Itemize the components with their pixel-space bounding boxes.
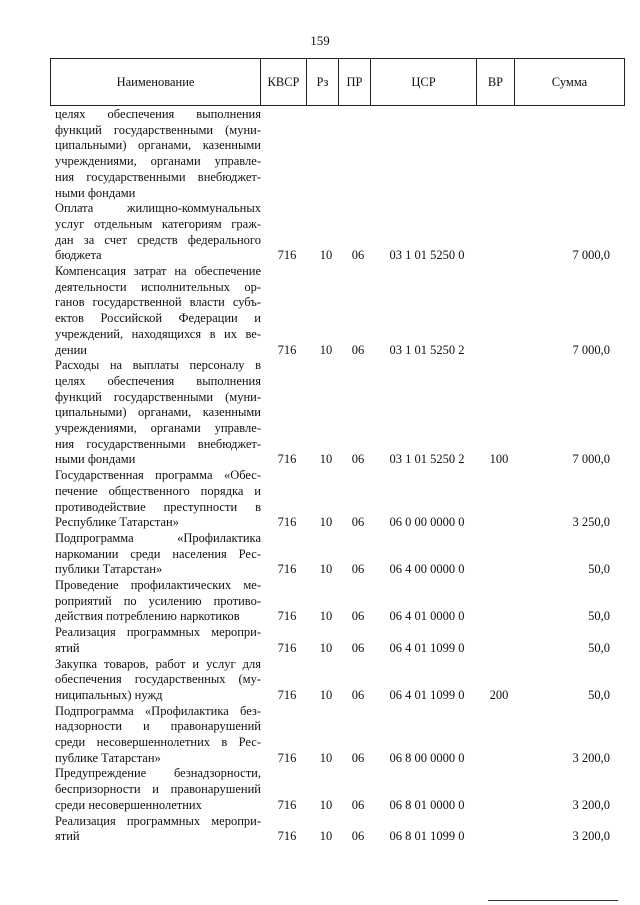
cell-pr: 06	[351, 687, 365, 702]
row-name	[55, 468, 261, 531]
table-row	[0, 358, 640, 468]
cell-csr: 03 1 01 5250 2	[389, 342, 465, 357]
cell-kvsr: 716	[277, 829, 297, 844]
row-name-line: среди несовершеннолетних в Рес-	[55, 735, 261, 749]
cell-csr: 06 8 01 0000 0	[389, 797, 465, 812]
cell-rz: 10	[319, 515, 333, 530]
table-row	[0, 625, 640, 656]
cell-pr: 06	[351, 640, 365, 655]
row-name-line: ными фондами	[55, 185, 136, 200]
cell-kvsr: 716	[277, 609, 297, 624]
cell-kvsr: 716	[277, 640, 297, 655]
row-name-line: наркомании среди населения Рес-	[55, 546, 261, 561]
cell-kvsr: 716	[277, 452, 297, 467]
table-row	[0, 531, 640, 578]
cell-csr: 06 8 00 0000 0	[389, 750, 465, 765]
cell-csr: 03 1 01 5250 0	[389, 248, 465, 263]
table-row	[0, 107, 640, 201]
table-header	[50, 58, 625, 106]
cell-sum: 3 200,0	[572, 797, 610, 812]
cell-csr: 06 4 01 1099 0	[389, 640, 465, 655]
row-name-line: действия потреблению наркотиков	[55, 609, 240, 624]
cell-sum: 3 200,0	[572, 829, 610, 844]
cell-pr: 06	[351, 750, 365, 765]
row-name	[55, 657, 261, 704]
row-name-line: Предупреждение безнадзорности,	[55, 766, 261, 781]
table-row	[0, 201, 640, 264]
table-row	[0, 264, 640, 358]
cell-vr: 200	[489, 687, 509, 702]
row-name-line: печение общественного порядка и	[55, 483, 261, 498]
row-name	[55, 814, 261, 845]
cell-sum: 3 200,0	[572, 750, 610, 765]
row-name-line: бюджета	[55, 248, 102, 263]
row-name-line: ными фондами	[55, 452, 136, 467]
row-name-line: Оплата жилищно-коммунальных	[55, 201, 261, 216]
row-name-line: учреждениями, органами управле-	[55, 154, 261, 169]
cell-rz: 10	[319, 797, 333, 812]
cell-sum: 7 000,0	[572, 452, 610, 467]
row-name-line: ципальными) органами, казенными	[55, 138, 261, 153]
row-name-line: дении	[55, 342, 87, 357]
table-row	[0, 468, 640, 531]
row-name-line: беспризорности и правонарушений	[55, 782, 261, 797]
cell-rz: 10	[319, 640, 333, 655]
page-number: 159	[310, 33, 330, 48]
header-pr: ПР	[339, 59, 371, 106]
cell-sum: 3 250,0	[572, 515, 610, 530]
cell-vr: 100	[489, 452, 509, 467]
cell-kvsr: 716	[277, 342, 297, 357]
header-vr: ВР	[477, 59, 515, 106]
header-name: Наименование	[51, 59, 261, 106]
row-name	[55, 578, 261, 625]
cell-csr: 06 4 01 0000 0	[389, 609, 465, 624]
row-name-line: противодействие преступности в	[55, 499, 261, 514]
table-row	[0, 704, 640, 767]
row-name-line: ганов государственной власти субъ-	[55, 295, 261, 310]
row-name-line: целях обеспечения выполнения	[55, 373, 261, 388]
cell-kvsr: 716	[277, 562, 297, 577]
row-name	[55, 625, 261, 656]
cell-csr: 06 4 01 1099 0	[389, 687, 465, 702]
row-name-line: целях обеспечения выполнения	[55, 107, 261, 121]
cell-rz: 10	[319, 342, 333, 357]
cell-rz: 10	[319, 750, 333, 765]
cell-sum: 50,0	[588, 562, 610, 577]
header-kvsr: КВСР	[261, 59, 307, 106]
cell-rz: 10	[319, 248, 333, 263]
row-name	[55, 531, 261, 578]
row-name-line: Расходы на выплаты персоналу в	[55, 358, 261, 373]
cell-rz: 10	[319, 609, 333, 624]
row-name	[55, 201, 261, 264]
header-csr: ЦСР	[371, 59, 477, 106]
cell-csr: 06 4 00 0000 0	[389, 562, 465, 577]
row-name-line: среди несовершеннолетних	[55, 797, 202, 812]
row-name-line: публике Татарстан»	[55, 750, 161, 765]
cell-sum: 50,0	[588, 687, 610, 702]
table-row	[0, 814, 640, 845]
row-name-line: Подпрограмма «Профилактика без-	[55, 703, 261, 718]
row-name-line: учреждений, находящихся в их ве-	[55, 326, 261, 341]
cell-sum: 7 000,0	[572, 248, 610, 263]
row-name-line: функций государственными (муни-	[55, 122, 261, 137]
row-name-line: обеспечения государственных (му-	[55, 672, 261, 687]
cell-pr: 06	[351, 248, 365, 263]
cell-kvsr: 716	[277, 687, 297, 702]
row-name-line: Закупка товаров, работ и услуг для	[55, 656, 261, 671]
row-name	[55, 264, 261, 358]
footer-rule	[488, 900, 618, 901]
row-name-line: деятельности исполнительных ор-	[55, 279, 261, 294]
row-name-line: Республике Татарстан»	[55, 515, 179, 530]
cell-pr: 06	[351, 342, 365, 357]
row-name	[55, 107, 261, 201]
row-name-line: ятий	[55, 829, 80, 844]
row-name-line: услуг отдельным категориям граж-	[55, 216, 261, 231]
row-name-line: Проведение профилактических ме-	[55, 578, 261, 592]
cell-pr: 06	[351, 609, 365, 624]
cell-pr: 06	[351, 452, 365, 467]
table-row	[0, 578, 640, 625]
row-name-line: Подпрограмма «Профилактика	[55, 530, 261, 545]
row-name	[55, 358, 261, 468]
row-name-line: Реализация программных меропри-	[55, 813, 261, 828]
cell-pr: 06	[351, 562, 365, 577]
row-name-line: публики Татарстан»	[55, 562, 163, 577]
row-name	[55, 766, 261, 813]
cell-kvsr: 716	[277, 515, 297, 530]
row-name	[55, 704, 261, 767]
cell-kvsr: 716	[277, 750, 297, 765]
cell-rz: 10	[319, 829, 333, 844]
cell-kvsr: 716	[277, 797, 297, 812]
row-name-line: Реализация программных меропри-	[55, 625, 261, 640]
row-name-line: роприятий по усилению противо-	[55, 593, 261, 608]
row-name-line: ниципальных) нужд	[55, 687, 163, 702]
row-name-line: ектов Российской Федерации и	[55, 311, 261, 326]
row-name-line: Компенсация затрат на обеспечение	[55, 264, 261, 278]
row-name-line: Государственная программа «Обес-	[55, 468, 261, 483]
row-name-line: учреждениями, органами управле-	[55, 421, 261, 435]
cell-rz: 10	[319, 562, 333, 577]
table-row	[0, 766, 640, 813]
header-rz: Рз	[307, 59, 339, 106]
row-name-line: ния государственными внебюджет-	[55, 436, 261, 451]
cell-sum: 7 000,0	[572, 342, 610, 357]
row-name-line: ятий	[55, 640, 80, 655]
cell-rz: 10	[319, 687, 333, 702]
cell-rz: 10	[319, 452, 333, 467]
header-sum: Сумма	[515, 59, 625, 106]
cell-csr: 06 0 00 0000 0	[389, 515, 465, 530]
cell-csr: 06 8 01 1099 0	[389, 829, 465, 844]
cell-sum: 50,0	[588, 640, 610, 655]
cell-csr: 03 1 01 5250 2	[389, 452, 465, 467]
row-name-line: функций государственными (муни-	[55, 389, 261, 404]
row-name-line: дан за счет средств федерального	[55, 232, 261, 247]
cell-pr: 06	[351, 829, 365, 844]
row-name-line: ципальными) органами, казенными	[55, 405, 261, 420]
cell-sum: 50,0	[588, 609, 610, 624]
row-name-line: ния государственными внебюджет-	[55, 169, 261, 184]
row-name-line: надзорности и правонарушений	[55, 719, 261, 734]
cell-kvsr: 716	[277, 248, 297, 263]
cell-pr: 06	[351, 515, 365, 530]
cell-pr: 06	[351, 797, 365, 812]
table-row	[0, 657, 640, 704]
